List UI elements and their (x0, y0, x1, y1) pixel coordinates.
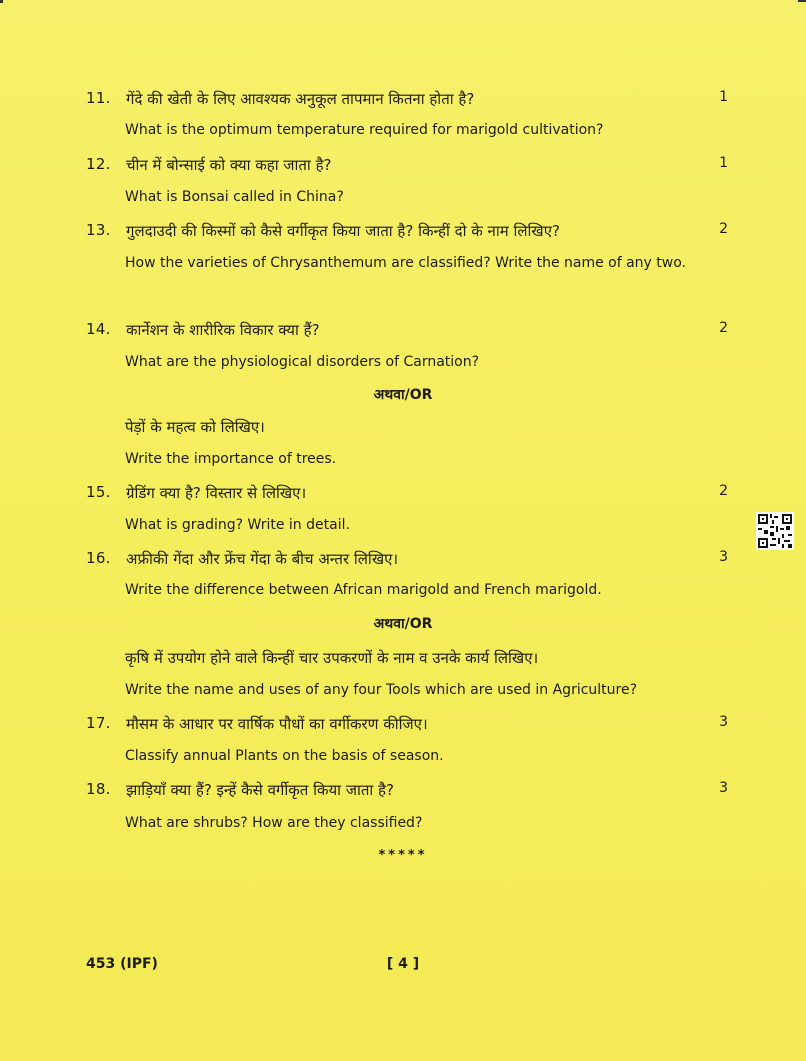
question-text-hindi: मौसम के आधार पर वार्षिक पौधों का वर्गीकरण कीजिए। (126, 715, 428, 733)
or-separator: अथवा/OR (373, 616, 433, 632)
or-separator: अथवा/OR (373, 387, 433, 403)
question-text-hindi: कार्नेशन के शारीरिक विकार क्या हैं? (126, 321, 320, 339)
question-number: 12. (86, 155, 111, 173)
question-number: 15. (86, 483, 111, 501)
question-marks: 3 (719, 714, 728, 730)
question-number: 13. (86, 221, 111, 239)
question-marks: 2 (719, 221, 728, 237)
question-marks: 3 (719, 780, 728, 796)
scan-edge-mark (0, 0, 3, 3)
question-text-english: Classify annual Plants on the basis of season. (125, 748, 444, 764)
question-marks: 2 (719, 483, 728, 499)
alternative-question-hindi: कृषि में उपयोग होने वाले किन्हीं चार उपकरणों के नाम व उनके कार्य लिखिए। (125, 649, 539, 667)
question-text-english: What is Bonsai called in China? (125, 189, 344, 205)
question-number: 11. (86, 89, 111, 107)
end-of-paper-marker: ***** (378, 848, 428, 863)
question-text-hindi: गेंदे की खेती के लिए आवश्यक अनुकूल तापमान कितना होता है? (126, 90, 475, 108)
question-marks: 2 (719, 320, 728, 336)
question-number: 17. (86, 714, 111, 732)
question-number: 18. (86, 780, 111, 798)
question-marks: 3 (719, 549, 728, 565)
question-text-english: What are the physiological disorders of Carnation? (125, 354, 480, 370)
question-text-english: Write the difference between African marigold and French marigold. (125, 582, 602, 598)
question-text-english: What is grading? Write in detail. (125, 517, 350, 533)
scan-edge-mark (798, 0, 806, 2)
question-text-hindi: अफ्रीकी गेंदा और फ्रेंच गेंदा के बीच अन्तर लिखिए। (126, 550, 399, 568)
question-text-english: How the varieties of Chrysanthemum are classified? Write the name of any two. (125, 255, 686, 271)
question-number: 16. (86, 549, 111, 567)
question-text-hindi: झाड़ियाँ क्या हैं? इन्हें कैसे वर्गीकृत किया जाता है? (126, 781, 394, 799)
alternative-question-english: Write the name and uses of any four Tools which are used in Agriculture? (125, 682, 638, 698)
question-text-english: What is the optimum temperature required for marigold cultivation? (125, 122, 604, 138)
alternative-question-english: Write the importance of trees. (125, 451, 337, 467)
question-text-hindi: गुलदाउदी की किस्मों को कैसे वर्गीकृत किया जाता है? किन्हीं दो के नाम लिखिए? (126, 222, 560, 240)
paper-code: 453 (IPF) (86, 956, 158, 972)
alternative-question-hindi: पेड़ों के महत्व को लिखिए। (125, 418, 265, 436)
question-text-hindi: ग्रेडिंग क्या है? विस्तार से लिखिए। (126, 484, 307, 502)
question-marks: 1 (719, 89, 728, 105)
qr-code-icon (756, 512, 794, 550)
page-number: [ 4 ] (386, 956, 420, 972)
question-number: 14. (86, 320, 111, 338)
question-text-hindi: चीन में बोन्साई को क्या कहा जाता है? (126, 156, 332, 174)
question-marks: 1 (719, 155, 728, 171)
question-text-english: What are shrubs? How are they classified? (125, 815, 423, 831)
